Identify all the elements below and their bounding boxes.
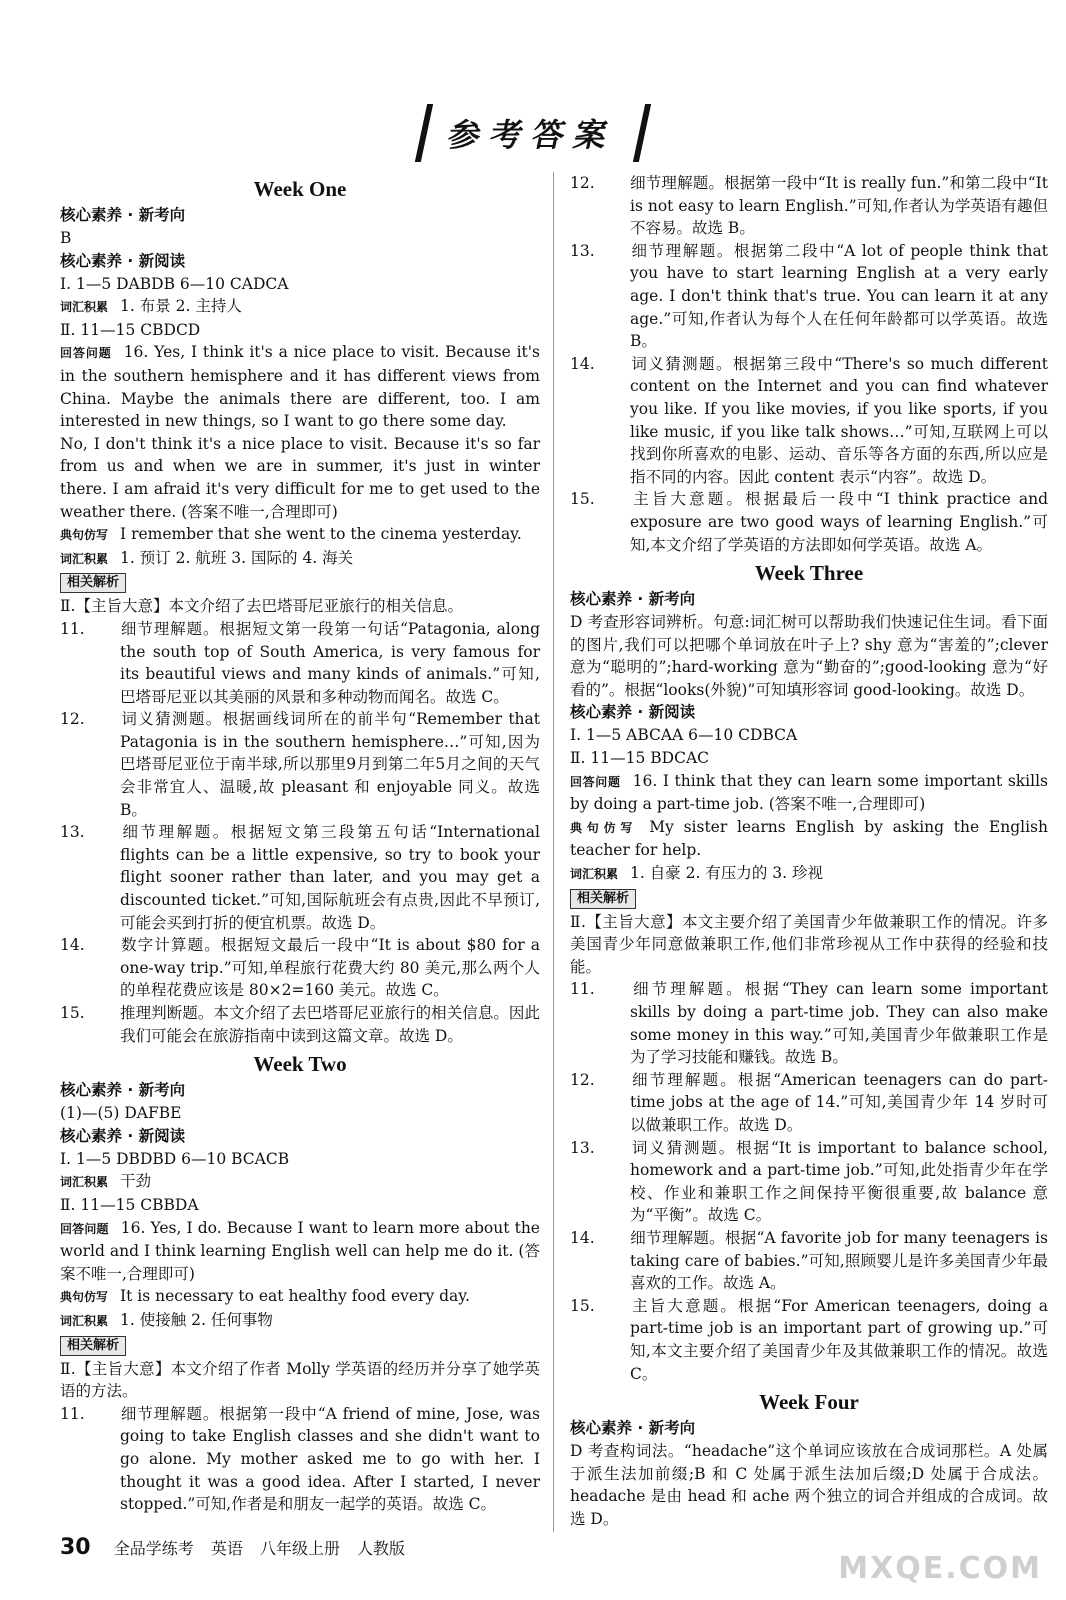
explanation-item (570, 1137, 1048, 1227)
tag-label: 回答问题 (570, 774, 621, 789)
analysis-badge: 相关解析 (570, 889, 636, 909)
answer-text: It is necessary to eat healthy food every day. (120, 1287, 470, 1306)
answer-text: 16. I think that they can learn some important skills by doing a part-time job. (答案不唯一,合理即可) (570, 771, 1048, 814)
tag-label: 回答问题 (60, 346, 112, 361)
week-three-title: Week Three (754, 561, 864, 586)
answer-line: Ⅱ. 11—15 CBBDA (60, 1195, 199, 1214)
item-number: 14. (570, 1228, 595, 1247)
item-text: 细节理解题。根据“They can learn some important skills by doing a part-time job. They can also make some money in this way.”可知,美国青少年做兼职工作是为了学习技能和赚钱。故选 B。 (630, 980, 1048, 1067)
answer-text: 16. Yes, I do. Because I want to learn more about the world and I think learning English well can help me do it. (答案不唯一,合理即可) (60, 1218, 540, 1283)
section-heading: 核心素养 · 新阅读 (60, 251, 186, 270)
item-number: 13. (570, 1138, 595, 1157)
analysis-badge: 相关解析 (60, 573, 126, 593)
item-text: 细节理解题。根据短文第三段第五句话“International flights can be a little expensive, so try to book your flight sooner rather than later, and you may get a discounted ticket.”可知,国际航班会有点贵,因此不早预订,可能会买到打折的便宜机票。故选 D。 (120, 823, 540, 932)
item-number: 12. (60, 710, 85, 729)
section-heading: 核心素养 · 新考向 (60, 206, 186, 224)
explanation-item (60, 1403, 540, 1516)
section-heading: 核心素养 · 新阅读 (60, 1126, 186, 1145)
item-text: 主旨大意题。根据“For American teenagers, doing a part-time job is an important part of growing up.”可知,本文主要介绍了美国青少年及其做兼职工作的情况。故选 C。 (630, 1296, 1048, 1383)
tag-label: 词汇积累 (60, 1313, 109, 1328)
book-edition: 人教版 (357, 1539, 406, 1558)
item-text: 细节理解题。根据“American teenagers can do part-time jobs at the age of 14.”可知,美国青少年 14 岁时可以做兼职工作。故选 D。 (630, 1070, 1048, 1134)
item-text: 主旨大意题。根据最后一段中“I think practice and exposure are two good ways of learning English.”可知,本文介绍了学英语的方法即如何学英语。故选 A。 (630, 490, 1048, 554)
answer-line (60, 1285, 540, 1309)
explanation-item (570, 488, 1048, 556)
main-idea: Ⅱ.【主旨大意】本文介绍了作者 Molly 学英语的经历并分享了她学英语的方法。 (60, 1359, 540, 1401)
answer-text: My sister learns English by asking the English teacher for help. (570, 817, 1048, 860)
item-number: 11. (60, 619, 85, 638)
answer-paragraph (60, 341, 540, 432)
answer-line: Ⅱ. 11—15 BDCAC (570, 749, 709, 768)
answer-line (60, 523, 540, 547)
explanation-item (570, 353, 1048, 489)
explanation-item (570, 240, 1048, 353)
answer-text: 1. 预订 2. 航班 3. 国际的 4. 海关 (120, 548, 354, 567)
explanation-item (60, 1002, 540, 1047)
item-text: 词义猜测题。根据画线词所在的前半句“Remember that Patagonia is in the southern hemisphere…”可知,因为巴塔哥尼亚位于南半球,所以那里9月到第二年5月之间的天气会非常宜人、温暖,故 pleasant 和 enjoyable 同义。故选 B。 (120, 710, 540, 819)
tag-label: 典句仿写 (570, 820, 638, 835)
explanation-item (60, 821, 540, 934)
explanation-item (60, 934, 540, 1002)
item-number: 11. (570, 980, 595, 999)
item-number: 14. (570, 354, 595, 373)
book-subject: 英语 (210, 1539, 243, 1558)
tag-label: 词汇积累 (570, 867, 619, 882)
column-divider (553, 172, 554, 1532)
answer-line (60, 1170, 540, 1194)
page-number: 30 (60, 1535, 91, 1560)
section-heading: 核心素养 · 新考向 (570, 1419, 696, 1438)
tag-label: 词汇积累 (60, 1175, 109, 1190)
page-footer (60, 1535, 417, 1560)
main-idea: Ⅱ.【主旨大意】本文介绍了去巴塔哥尼亚旅行的相关信息。 (60, 597, 463, 616)
page-banner (0, 104, 1066, 162)
tag-label: 回答问题 (60, 1221, 109, 1236)
section-heading: 核心素养 · 新考向 (60, 1081, 186, 1100)
answer-text: I remember that she went to the cinema yesterday. (120, 525, 522, 544)
answer-paragraph: No, I don't think it's a nice place to visit. Because it's so far from us and when we are in summer, it's just in winter there. I am afraid it's very difficult for me to get used to the weather there. (答案不唯一,合理即可) (60, 434, 540, 521)
answer-paragraph (570, 770, 1048, 816)
answer-line (60, 1309, 540, 1333)
explanation-item (570, 1069, 1048, 1137)
item-number: 15. (570, 1296, 595, 1315)
item-text: 推理判断题。本文介绍了去巴塔哥尼亚旅行的相关信息。因此我们可能会在旅游指南中读到这篇文章。故选 D。 (120, 1004, 540, 1045)
answer-line: Ⅰ. 1—5 ABCAA 6—10 CDBCA (570, 726, 798, 745)
item-number: 14. (60, 936, 85, 955)
answer-text: 16. Yes, I think it's a nice place to visit. Because it's in the southern hemisphere and it has different views from China. Maybe the animals there are different, too. I am interested in new things, so I want to go there some day. (60, 343, 540, 431)
answer-text: 1. 使接触 2. 任何事物 (120, 1310, 273, 1329)
item-number: 13. (570, 241, 595, 260)
item-text: 词义猜测题。根据“It is important to balance school, homework and a part-time job.”可知,此处指青少年在学校、作业和兼职工作之间保持平衡很重要,故 balance 意为“平衡”。故选 C。 (630, 1138, 1048, 1225)
answer-line: Ⅱ. 11—15 CBDCD (60, 320, 201, 339)
week-one-title: Week One (253, 177, 347, 201)
item-number: 15. (60, 1004, 85, 1022)
right-column (570, 172, 1048, 1530)
item-text: 细节理解题。根据“A favorite job for many teenagers is taking care of babies.”可知,照顾婴儿是许多美国青少年最喜欢的工作。故选 A。 (630, 1228, 1048, 1293)
item-text: 细节理解题。根据第一段中“A friend of mine, Jose, was going to take English classes and she didn't want to go alone. My mother asked me to go with her. I thought it was a good idea. After I started, I never stopped.”可知,作者是和朋友一起学的英语。故选 C。 (120, 1404, 540, 1514)
answer-paragraph: D 考查形容词辨析。句意:词汇树可以帮助我们快速记住生词。看下面的图片,我们可以把哪个单词放在叶子上? shy 意为“害羞的”;clever 意为“聪明的”;hard-working 意为“勤奋的”;good-looking 意为“好看的”。根据“looks(外貌)”可知填形容词 good-looking。故选 D。 (570, 613, 1048, 699)
answer-paragraph (570, 816, 1048, 862)
answer-line: Ⅰ. 1—5 DBDBD 6—10 BCACB (60, 1149, 290, 1168)
answer-line (570, 862, 1048, 886)
item-text: 数字计算题。根据短文最后一段中“It is about $80 for a one-way trip.”可知,单程旅行花费大约 80 美元,那么两个人的单程花费应该是 80×2=160 美元。故选 C。 (120, 936, 540, 1000)
item-number: 12. (570, 1070, 595, 1089)
answer-line (60, 547, 540, 571)
item-number: 12. (570, 174, 595, 192)
item-text: 细节理解题。根据短文第一段第一句话“Patagonia, along the south top of South America, is very famous for its beautiful views and many kinds of animals.”可知,巴塔哥尼亚以其美丽的风景和多种动物而闻名。故选 C。 (120, 619, 540, 706)
explanation-item (60, 618, 540, 708)
main-idea: Ⅱ.【主旨大意】本文主要介绍了美国青少年做兼职工作的情况。许多美国青少年同意做兼职工作,他们非常珍视从工作中获得的经验和技能。 (570, 912, 1048, 976)
answer-paragraph (60, 1217, 540, 1286)
explanation-item (570, 978, 1048, 1068)
explanation-item (570, 172, 1048, 240)
book-grade: 八年级上册 (259, 1539, 340, 1558)
item-number: 15. (570, 490, 595, 509)
tag-label: 典句仿写 (60, 528, 109, 543)
section-heading: 核心素养 · 新考向 (570, 590, 696, 609)
page-title: 参考答案 (415, 104, 651, 162)
answer-text: 1. 布景 2. 主持人 (120, 297, 242, 316)
answer-line: Ⅰ. 1—5 DABDB 6—10 CADCA (60, 274, 289, 293)
explanation-item (570, 1295, 1048, 1385)
answer-text: 1. 自豪 2. 有压力的 3. 珍视 (630, 864, 824, 883)
week-two-title: Week Two (253, 1052, 347, 1077)
answer-line: (1)—(5) DAFBE (60, 1104, 182, 1123)
watermark: MXQE.COM (838, 1551, 1042, 1586)
answer-paragraph: D 考查构词法。“headache”这个单词应该放在合成词那栏。A 处属于派生法加前缀;B 和 C 处属于派生法加后缀;D 处属于合成法。headache 是由 head 和 ache 两个独立的词合并组成的合成词。故选 D。 (570, 1442, 1048, 1528)
item-number: 13. (60, 823, 85, 842)
section-heading: 核心素养 · 新阅读 (570, 703, 696, 722)
answer-line (60, 295, 540, 319)
tag-label: 词汇积累 (60, 300, 109, 315)
week-four-title: Week Four (759, 1390, 859, 1415)
left-column (60, 172, 540, 1516)
answer-text: 干劲 (120, 1172, 152, 1191)
answer-line: B (60, 229, 72, 247)
explanation-item (60, 708, 540, 821)
item-text: 细节理解题。根据第二段中“A lot of people think that you have to start learning English at a very early age. I don't think that's true. You can learn it at any age.”可知,作者认为每个人在任何年龄都可以学英语。故选 B。 (630, 241, 1048, 351)
item-number: 11. (60, 1404, 85, 1423)
item-text: 细节理解题。根据第一段中“It is really fun.”和第二段中“It is not easy to learn English.”可知,作者认为学英语有趣但不容易。故选 B。 (630, 174, 1048, 238)
item-text: 词义猜测题。根据第三段中“There's so much different content on the Internet and you can find whatever you like. If you like movies, if you like sports, if you like music, if you like talk shows…”可知,互联网上可以找到你所喜欢的电影、运动、音乐等各方面的东西,所以应是指不同的内容。因此 content 表示“内容”。故选 D。 (630, 354, 1048, 486)
tag-label: 典句仿写 (60, 1290, 109, 1305)
book-brand: 全品学练考 (113, 1539, 194, 1558)
analysis-badge: 相关解析 (60, 1336, 126, 1356)
explanation-item (570, 1227, 1048, 1295)
tag-label: 词汇积累 (60, 551, 109, 566)
